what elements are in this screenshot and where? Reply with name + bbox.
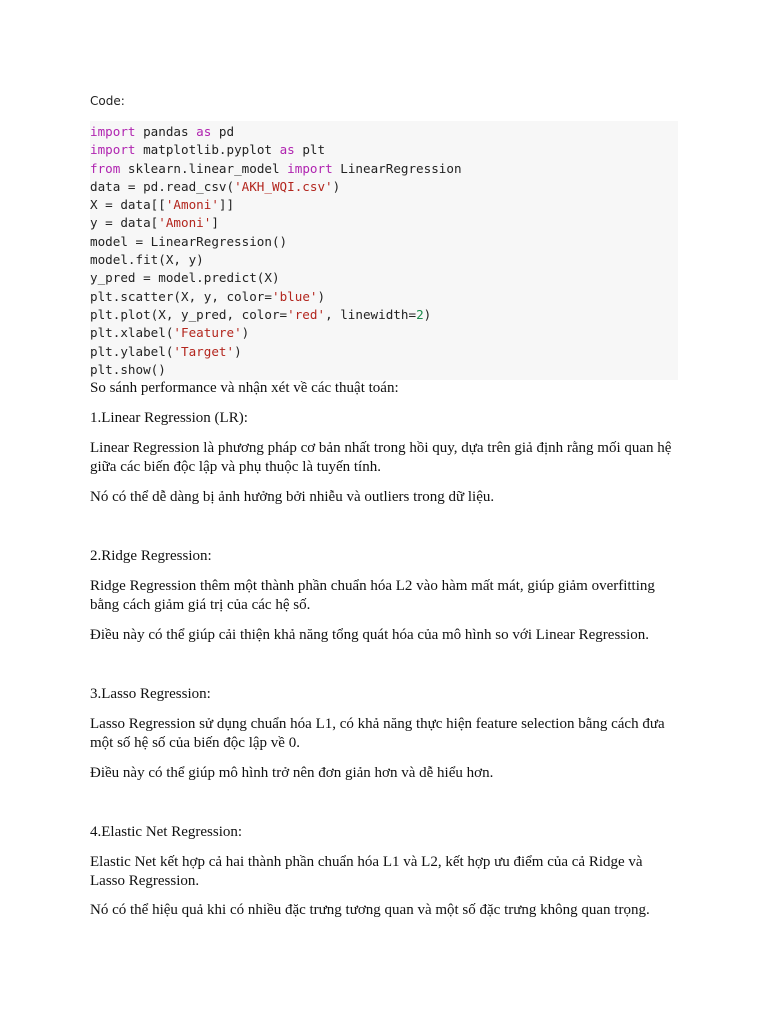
code-block	[90, 121, 678, 380]
ridge-heading: 2.Ridge Regression:	[90, 548, 212, 564]
code-token: 'Target'	[173, 343, 235, 359]
code-token: 'AKH_WQI.csv'	[234, 178, 333, 194]
code-token: 2	[416, 306, 424, 322]
code-token: 'blue'	[271, 288, 318, 304]
code-line	[90, 160, 678, 178]
code-token: 'Amoni'	[165, 197, 219, 213]
code-line	[90, 306, 678, 324]
lasso-paragraph-1: Lasso Regression sử dụng chuẩn hóa L1, có khả năng thực hiện feature selection bằng cách đưa một số hệ số của biến độc lập về 0.	[90, 716, 665, 751]
code-token: from	[90, 160, 121, 176]
code-token: 'red'	[287, 306, 326, 322]
code-line	[90, 141, 678, 159]
code-token: plt.ylabel(	[90, 343, 174, 359]
code-token: y = data[	[90, 215, 159, 231]
code-token: import	[90, 142, 136, 158]
code-line	[90, 343, 678, 361]
code-token: plt.xlabel(	[90, 325, 174, 341]
code-token: sklearn.linear_model	[120, 160, 288, 176]
code-line	[90, 214, 678, 232]
code-token: y_pred = model.predict(X)	[90, 270, 280, 286]
code-token: ]]	[218, 197, 235, 213]
code-token: , linewidth=	[325, 306, 417, 322]
code-token: import	[287, 160, 333, 176]
ridge-paragraph-2: Điều này có thể giúp cải thiện khả năng tổng quát hóa của mô hình so với Linear Regression.	[90, 627, 650, 643]
code-token: import	[90, 124, 136, 139]
lasso-heading: 3.Lasso Regression:	[90, 686, 211, 702]
code-token: 'Feature'	[173, 325, 242, 341]
code-line	[90, 233, 678, 251]
code-token: )	[317, 288, 326, 304]
code-line	[90, 324, 678, 342]
elastic-heading: 4.Elastic Net Regression:	[90, 824, 243, 840]
code-line	[90, 361, 678, 379]
code-line	[90, 196, 678, 214]
code-token: ]	[211, 215, 219, 231]
code-token: model = LinearRegression()	[90, 233, 288, 249]
code-token: )	[423, 306, 432, 322]
code-token: plt.scatter(X, y, color=	[90, 288, 272, 304]
code-token: plt.show()	[90, 361, 166, 377]
code-token: )	[332, 178, 341, 194]
elastic-paragraph-1: Elastic Net kết hợp cả hai thành phần chuẩn hóa L1 và L2, kết hợp ưu điểm của cả Ridge và Lasso Regression.	[90, 854, 643, 889]
code-token: 'Amoni'	[158, 215, 212, 231]
code-token: plt.plot(X, y_pred, color=	[90, 306, 288, 322]
code-token: )	[234, 343, 242, 359]
code-line	[90, 269, 678, 287]
code-token: pd	[211, 124, 235, 139]
lr-heading: 1.Linear Regression (LR):	[90, 410, 248, 426]
code-token: model.fit(X, y)	[90, 252, 204, 268]
code-token: data = pd.read_csv(	[90, 178, 235, 194]
code-token: as	[196, 124, 212, 139]
code-line	[90, 251, 678, 269]
code-token: as	[279, 142, 295, 158]
lr-paragraph-1: Linear Regression là phương pháp cơ bản nhất trong hồi quy, dựa trên giả định rằng mối quan hệ giữa các biến độc lập và phụ thuộc là tuyến tính.	[90, 440, 672, 475]
intro-text: So sánh performance và nhận xét về các thuật toán:	[90, 380, 399, 396]
code-token: LinearRegression	[332, 160, 462, 176]
code-label: Code:	[90, 94, 125, 108]
lasso-paragraph-2: Điều này có thể giúp mô hình trở nên đơn giản hơn và dễ hiểu hơn.	[90, 765, 494, 781]
code-token: matplotlib.pyplot	[135, 142, 280, 158]
ridge-paragraph-1: Ridge Regression thêm một thành phần chuẩn hóa L2 vào hàm mất mát, giúp giảm overfitting bằng cách giảm giá trị của các hệ số.	[90, 578, 655, 613]
code-token: )	[241, 325, 250, 341]
code-line	[90, 123, 678, 141]
code-token: pandas	[135, 124, 197, 139]
elastic-paragraph-2: Nó có thể hiệu quả khi có nhiều đặc trưng tương quan và một số đặc trưng không quan trọng.	[90, 902, 650, 918]
code-token: X = data[[	[90, 197, 166, 213]
code-token: plt	[294, 142, 326, 158]
lr-paragraph-2: Nó có thể dễ dàng bị ảnh hưởng bởi nhiễu và outliers trong dữ liệu.	[90, 489, 495, 505]
code-line	[90, 178, 678, 196]
code-line	[90, 288, 678, 306]
